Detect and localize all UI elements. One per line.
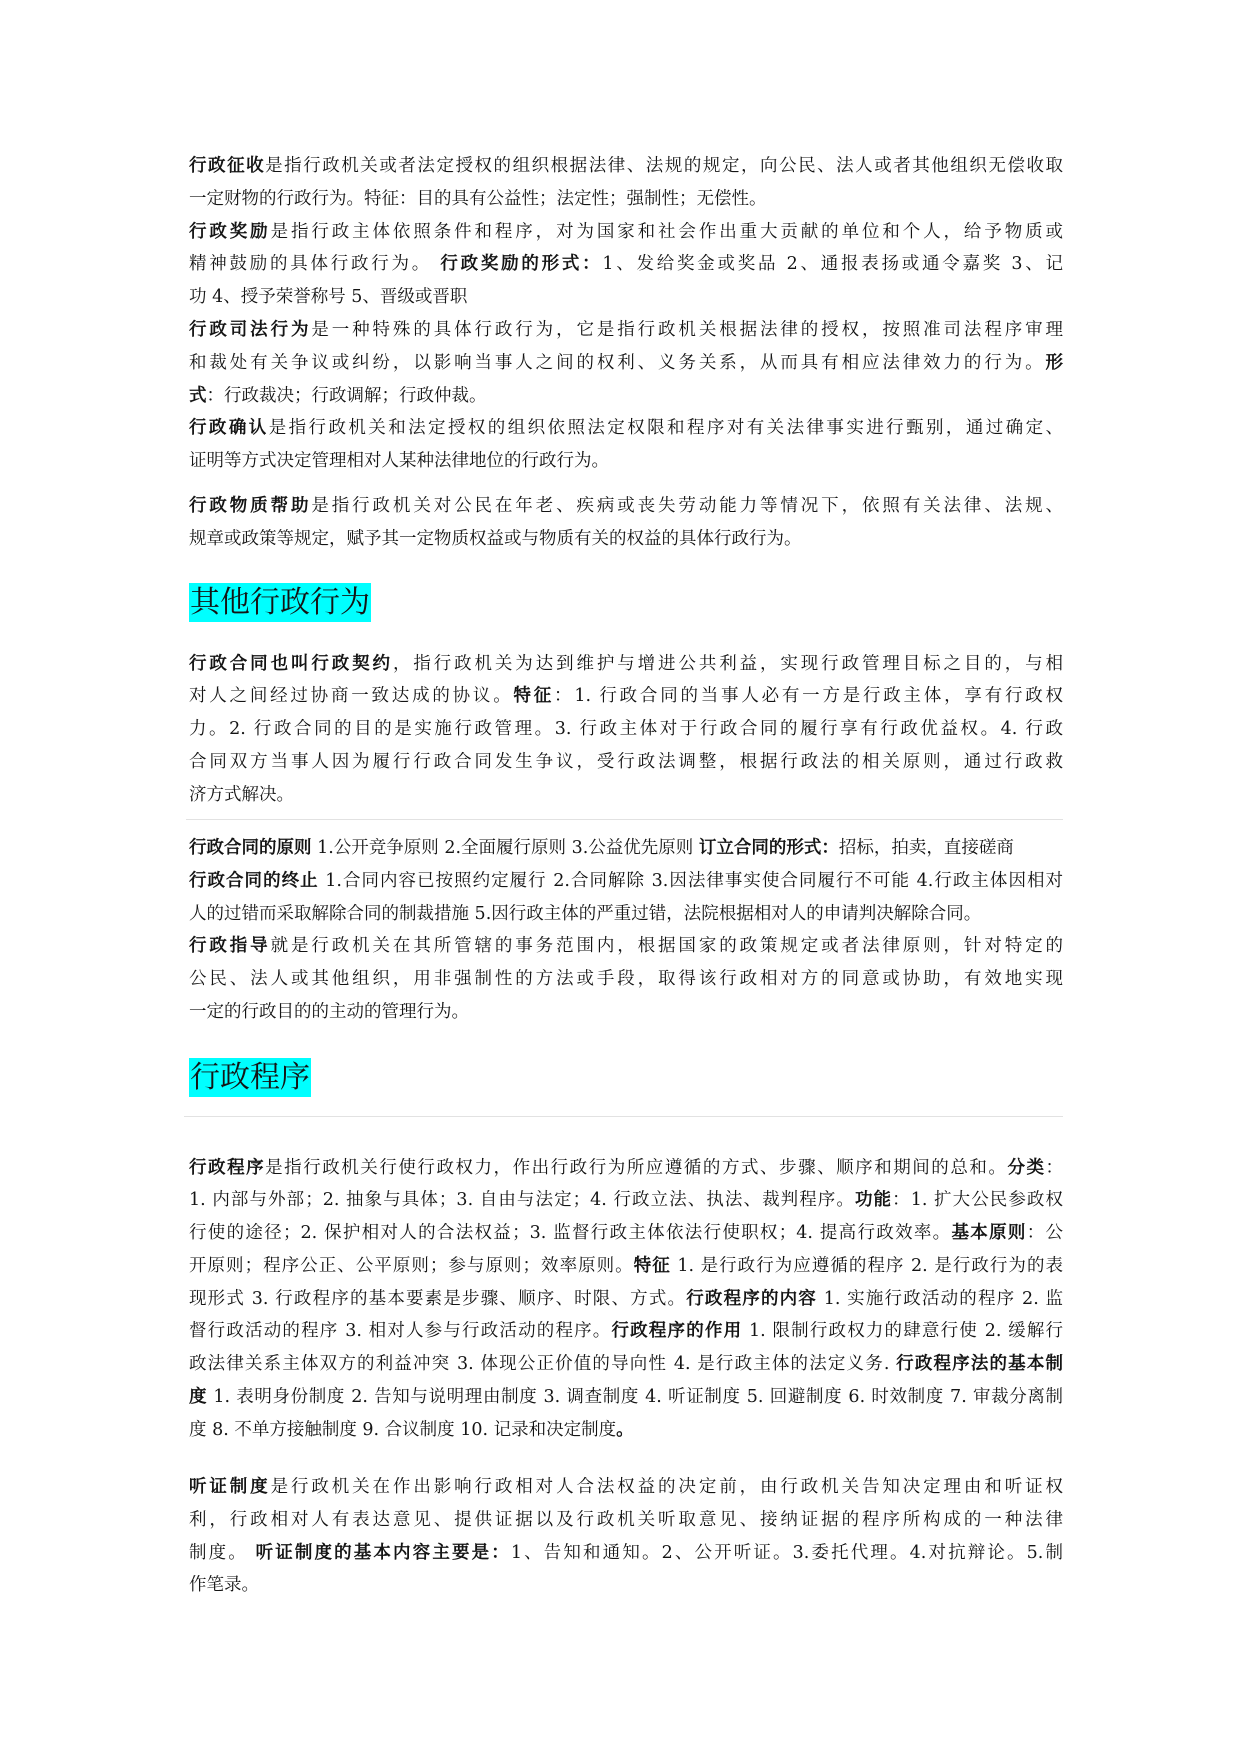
- text-line: [189, 779, 1063, 812]
- bold-term: 特征: [513, 686, 555, 707]
- bold-term: 形: [1045, 352, 1063, 373]
- text-line: [189, 1217, 1063, 1250]
- text-line: [189, 412, 1063, 445]
- text-line: [189, 713, 1063, 746]
- text-line: [189, 1348, 1063, 1381]
- text-run: 公民、法人或其他组织，用非强制性的方法或手段，取得该行政相对方的同意或协助，有效地实现: [189, 969, 1063, 990]
- text-run: 1. 是行政行为应遵循的程序 2. 是行政行为的表: [670, 1255, 1063, 1276]
- text-line: [189, 216, 1063, 249]
- text-run: 度 8. 不单方接触制度 9. 合议制度 10. 记录和决定制度: [189, 1419, 617, 1440]
- bold-term: 订立合同的形式：: [698, 838, 839, 858]
- text-line: [189, 746, 1063, 779]
- text-run: 功 4、授予荣誉称号 5、晋级或晋职: [189, 287, 468, 308]
- paragraph-contract-principles: [189, 832, 1063, 865]
- text-line: [189, 183, 1063, 216]
- bold-term: 行政奖励: [189, 221, 271, 242]
- paragraph-contract-termination: [189, 865, 1063, 931]
- bold-term: 听证制度的基本内容主要是：: [255, 1542, 511, 1563]
- divider: [186, 819, 1063, 820]
- text-line: [189, 648, 1063, 681]
- text-run: 济方式解决。: [189, 784, 294, 805]
- text-run: 1.合同内容已按照约定履行 2.合同解除 3.因法律事实使合同履行不可能 4.行政主体因相对: [318, 870, 1063, 891]
- text-run: ：公: [1026, 1223, 1064, 1244]
- text-line: [189, 680, 1063, 713]
- text-line: [189, 523, 1063, 556]
- text-run: 开原则；程序公正、公平原则；参与原则；效率原则。: [189, 1255, 634, 1276]
- text-line: [189, 281, 1063, 314]
- text-line: [189, 1381, 1063, 1414]
- text-line: [189, 1569, 1063, 1602]
- text-run: 和裁处有关争议或纠纷，以影响当事人之间的权利、义务关系，从而具有相应法律效力的行为。: [189, 352, 1046, 373]
- text-run: ，指行政机关为达到维护与增进公共利益，实现行政管理目标之目的，与相: [392, 653, 1064, 674]
- bold-term: 行政程序的作用: [611, 1321, 743, 1342]
- text-run: 一定的行政目的的主动的管理行为。: [189, 1001, 469, 1022]
- text-run: 是指行政机关对公民在年老、疾病或丧失劳动能力等情况下，依照有关法律、法规、: [311, 496, 1063, 516]
- bold-term: 行政合同的原则: [189, 838, 312, 858]
- paragraph-administrative-contract: [189, 648, 1063, 812]
- text-run: 是一种特殊的具体行政行为，它是指行政机关根据法律的授权，按照准司法程序审理: [311, 319, 1063, 340]
- text-line: [189, 1471, 1063, 1504]
- bold-term: 行政合同也叫行政契约: [189, 653, 393, 674]
- text-run: 精神鼓励的具体行政行为。: [189, 254, 441, 275]
- definitions-group-a: [189, 150, 1063, 478]
- text-line: [189, 832, 1063, 865]
- text-run: 力。2. 行政合同的目的是实施行政管理。3. 行政主体对于行政合同的履行享有行政优益权。4. 行政: [189, 719, 1063, 740]
- text-run: ：: [1045, 1157, 1064, 1178]
- text-run: 规章或政策等规定，赋予其一定物质权益或与物质有关的权益的具体行政行为。: [189, 528, 802, 549]
- text-line: [189, 445, 1063, 478]
- text-run: 1.公开竞争原则 2.全面履行原则 3.公益优先原则: [311, 838, 699, 858]
- text-line: [189, 1504, 1063, 1537]
- bold-term: 行政征收: [189, 156, 266, 176]
- text-line: [189, 996, 1063, 1029]
- text-run: 1. 内部与外部；2. 抽象与具体；3. 自由与法定；4. 行政立法、执法、裁判程序。: [189, 1190, 855, 1211]
- bold-term: 行政合同的终止: [189, 870, 319, 891]
- paragraph-administrative-levy: [189, 150, 1063, 216]
- text-line: [189, 865, 1063, 898]
- bold-term: 功能: [854, 1190, 893, 1211]
- paragraph-hearing-system: [189, 1471, 1063, 1602]
- bold-term: 度: [189, 1387, 208, 1408]
- text-run: ：1. 行政合同的当事人必有一方是行政主体，享有行政权: [554, 686, 1064, 707]
- bold-term: 行政物质帮助: [189, 496, 312, 516]
- text-run: 是指行政机关和法定授权的组织依照法定权限和程序对有关法律事实进行甄别，通过确定、: [268, 418, 1064, 439]
- text-line: [189, 898, 1063, 931]
- text-run: 1. 实施行政活动的程序 2. 监: [817, 1288, 1063, 1309]
- text-line: [189, 248, 1063, 281]
- bold-term: 行政指导: [189, 936, 271, 957]
- paragraph-administrative-procedure: [189, 1152, 1063, 1447]
- text-run: 1. 限制行政权力的肆意行使 2. 缓解行: [742, 1321, 1064, 1342]
- text-run: 利，行政相对人有表达意见、提供证据以及行政机关听取意见、接纳证据的程序所构成的一种法律: [189, 1509, 1063, 1530]
- text-line: [189, 1283, 1063, 1316]
- paragraph-administrative-reward: [189, 216, 1063, 314]
- text-run: 合同双方当事人因为履行行政合同发生争议，受行政法调整，根据行政法的相关原则，通过行政救: [189, 751, 1063, 772]
- section-heading-procedure: [189, 1058, 311, 1097]
- text-run: 就是行政机关在其所管辖的事务范围内，根据国家的政策规定或者法律原则，针对特定的: [270, 936, 1064, 957]
- text-run: 人的过错而采取解除合同的制裁措施 5.因行政主体的严重过错，法院根据相对人的申请判决解除合同。: [189, 903, 982, 924]
- text-run: 一定财物的行政行为。特征：目的具有公益性；法定性；强制性；无偿性。: [189, 188, 767, 209]
- text-run: 1. 表明身份制度 2. 告知与说明理由制度 3. 调查制度 4. 听证制度 5. 回避制度 6. 时效制度 7. 审裁分离制: [207, 1387, 1063, 1408]
- text-run: 作笔录。: [189, 1575, 259, 1596]
- text-line: [189, 380, 1063, 413]
- text-line: [189, 314, 1063, 347]
- text-run: 行使的途径；2. 保护相对人的合法权益；3. 监督行政主体依法行使职权；4. 提高行政效率。: [189, 1223, 952, 1244]
- bold-term: 。: [616, 1419, 634, 1440]
- section-heading-text: 行政程序: [190, 1060, 310, 1095]
- text-run: ：1. 扩大公民参政权: [892, 1190, 1063, 1211]
- text-run: 是行政机关在作出影响行政相对人合法权益的决定前，由行政机关告知决定理由和听证权: [270, 1477, 1064, 1497]
- bold-term: 行政程序法的基本制: [896, 1354, 1063, 1375]
- text-run: 政法律关系主体双方的利益冲突 3. 体现公正价值的导向性 4. 是行政主体的法定义务.: [189, 1354, 897, 1375]
- bold-term: 行政确认: [189, 418, 269, 439]
- text-line: [189, 930, 1063, 963]
- text-line: [189, 1414, 1063, 1447]
- bold-term: 式: [189, 385, 207, 406]
- text-line: [189, 490, 1063, 523]
- bold-term: 行政奖励的形式：: [440, 254, 603, 275]
- text-line: [189, 347, 1063, 380]
- bold-term: 基本原则: [951, 1223, 1027, 1244]
- text-line: [189, 963, 1063, 996]
- paragraph-administrative-judicial-act: [189, 314, 1063, 412]
- text-line: [189, 150, 1063, 183]
- text-run: ：行政裁决；行政调解；行政仲裁。: [206, 385, 487, 406]
- text-run: 证明等方式决定管理相对人某种法律地位的行政行为。: [189, 451, 609, 472]
- text-line: [189, 1537, 1063, 1570]
- section-heading-other-acts: [189, 583, 371, 622]
- paragraph-administrative-guidance: [189, 930, 1063, 1028]
- bold-term: 行政程序的内容: [686, 1288, 817, 1309]
- divider: [184, 1116, 1063, 1117]
- paragraph-material-assistance: [189, 490, 1063, 556]
- bold-term: 听证制度: [189, 1477, 271, 1497]
- text-run: 对人之间经过协商一致达成的协议。: [189, 686, 514, 707]
- text-line: [189, 1315, 1063, 1348]
- bold-term: 特征: [633, 1255, 671, 1276]
- bold-term: 行政司法行为: [189, 319, 312, 340]
- text-run: 现形式 3. 行政程序的基本要素是步骤、顺序、时限、方式。: [189, 1288, 687, 1309]
- section-heading-text: 其他行政行为: [190, 585, 370, 620]
- paragraph-administrative-confirmation: [189, 412, 1063, 478]
- definitions-group-b: [189, 832, 1063, 1029]
- text-run: 是指行政主体依照条件和程序，对为国家和社会作出重大贡献的单位和个人，给予物质或: [270, 221, 1064, 242]
- bold-term: 行政程序: [189, 1157, 266, 1178]
- text-run: 是指行政机关行使行政权力，作出行政行为所应遵循的方式、步骤、顺序和期间的总和。: [265, 1157, 1008, 1178]
- text-run: 督行政活动的程序 3. 相对人参与行政活动的程序。: [189, 1321, 612, 1342]
- text-run: 是指行政机关或者法定授权的组织根据法律、法规的规定，向公民、法人或者其他组织无偿收取: [265, 156, 1064, 176]
- text-line: [189, 1184, 1063, 1217]
- text-run: 招标，拍卖，直接磋商: [838, 838, 1014, 858]
- text-line: [189, 1152, 1063, 1185]
- text-run: 1、告知和通知。2、公开听证。3.委托代理。4.对抗辩论。5.制: [510, 1542, 1064, 1563]
- text-line: [189, 1250, 1063, 1283]
- bold-term: 分类: [1007, 1157, 1046, 1178]
- text-run: 制度。: [189, 1542, 256, 1563]
- text-run: 1、发给奖金或奖品 2、通报表扬或通令嘉奖 3、记: [602, 254, 1064, 275]
